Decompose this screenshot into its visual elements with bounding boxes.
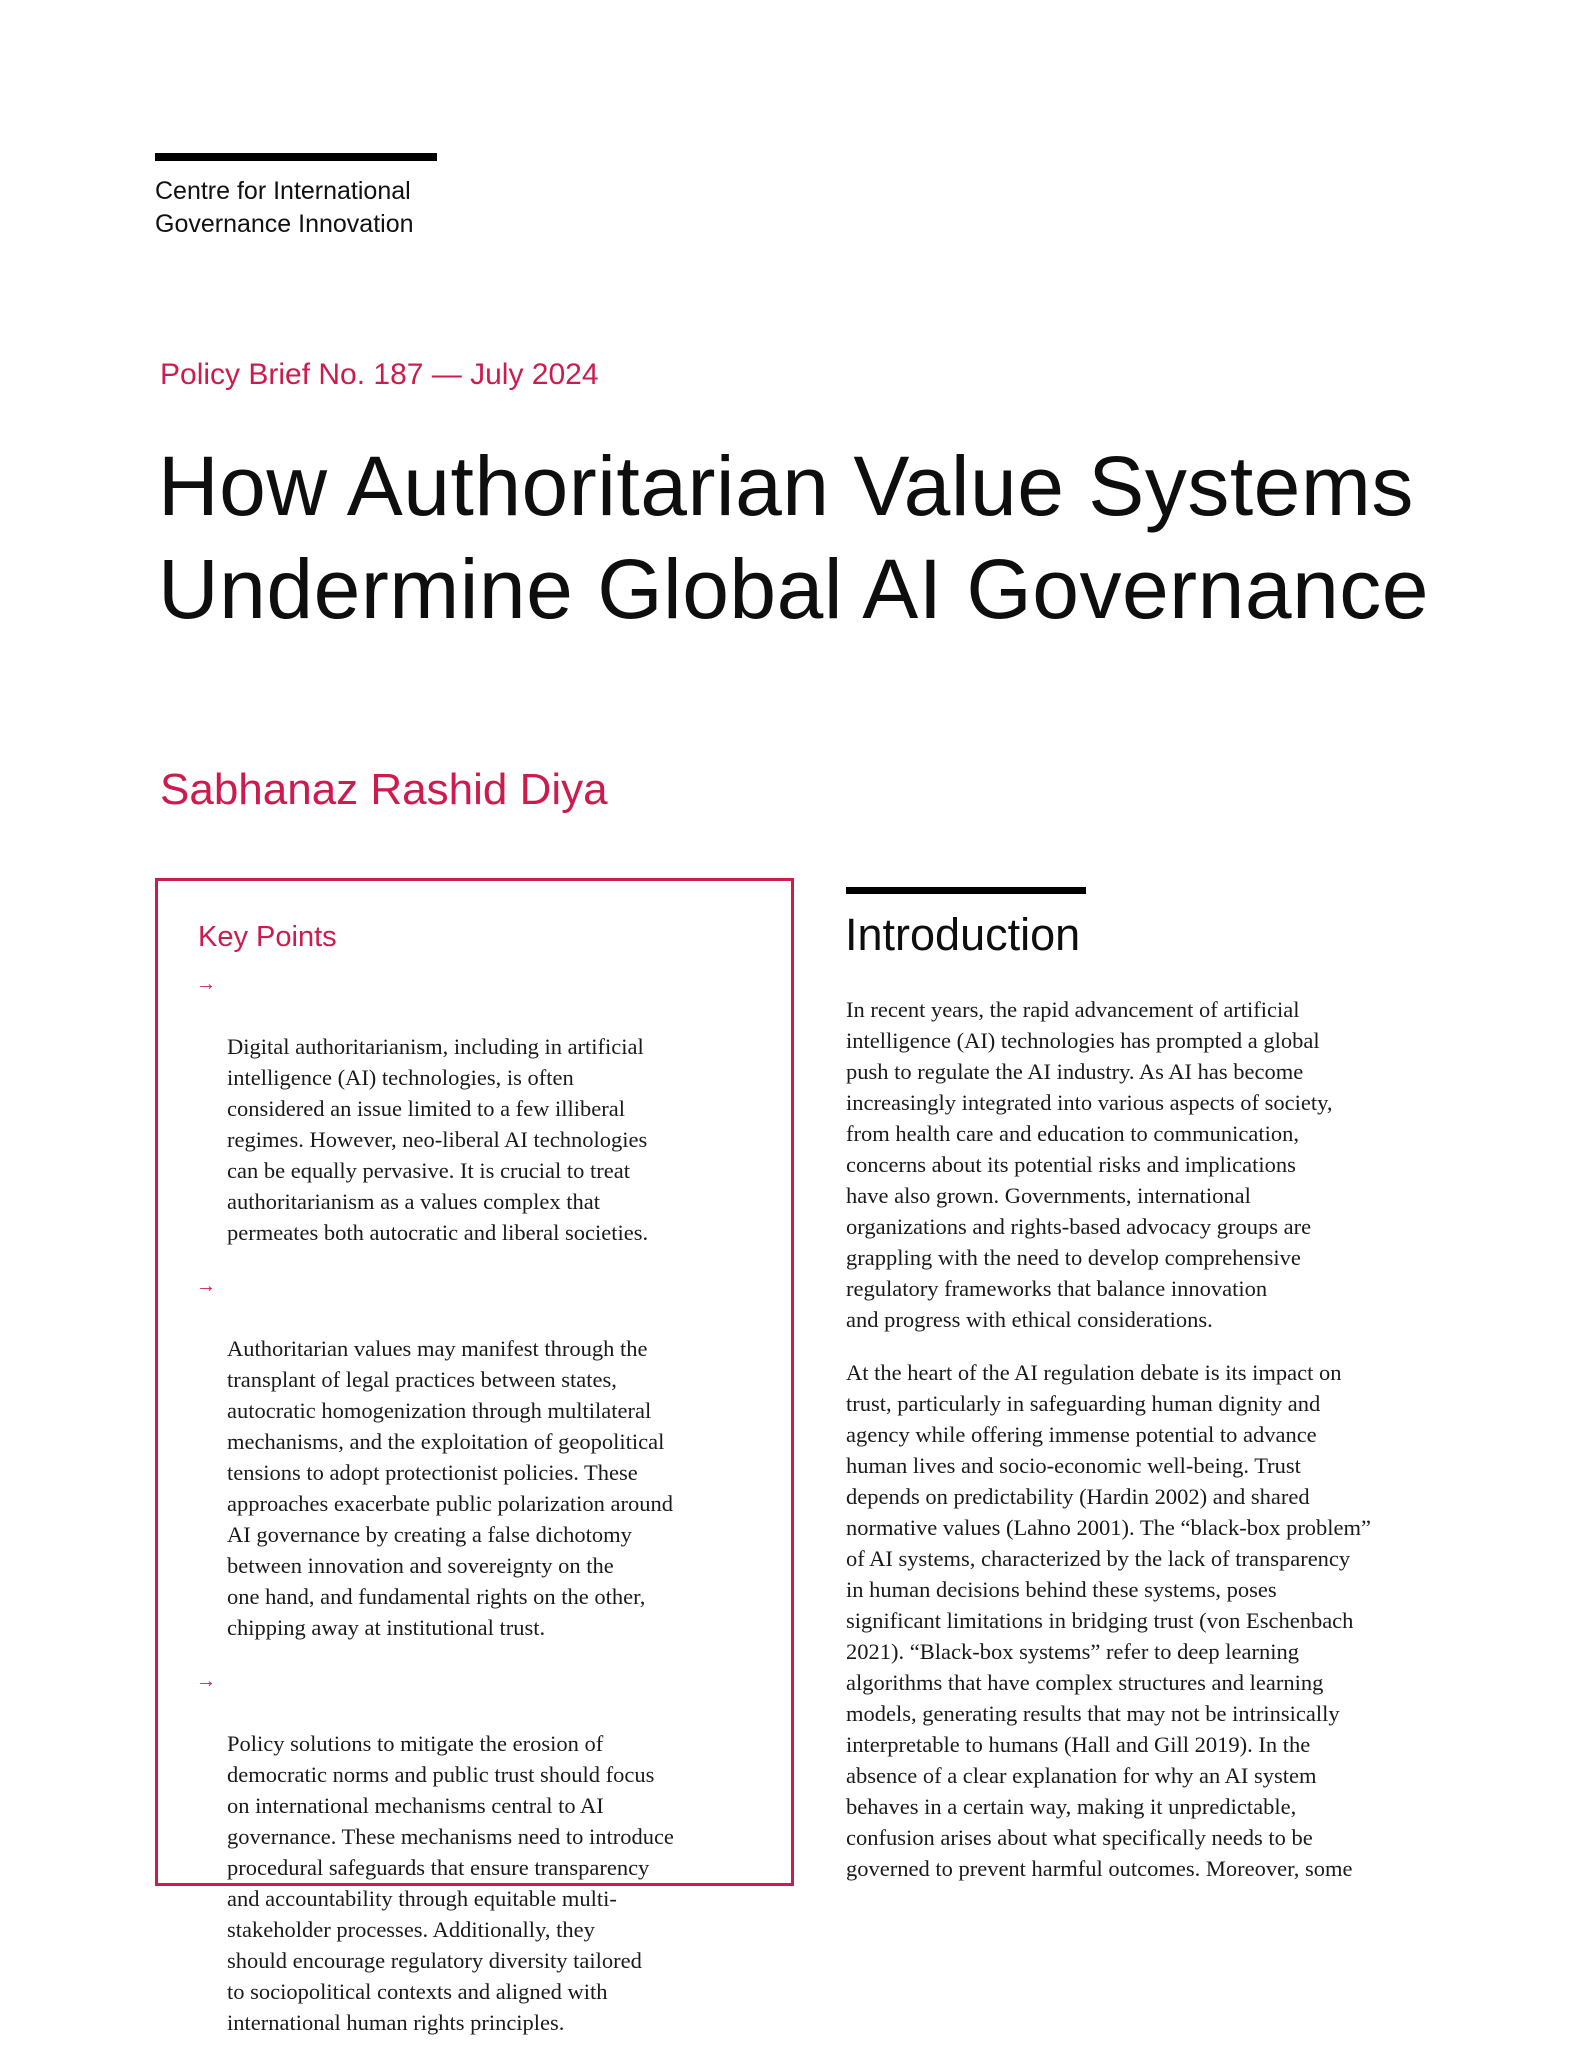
key-point-text: Digital authoritarianism, including in artificial intelligence (AI) technologies, is often considered an issue limited to a few illiberal regimes. However, neo-liberal AI technologies can be equally pervasive. It is crucial to treat authoritarianism as a values complex that permeates both autocratic and liberal societies. [227, 1034, 649, 1245]
right-arrow-icon: → [196, 1670, 216, 1692]
organization-name: Centre for International Governance Innovation [155, 177, 414, 238]
introduction-paragraph: In recent years, the rapid advancement of artificial intelligence (AI) technologies has prompted a global push to regulate the AI industry. As AI has become increasingly integrated into various aspects of society, from health care and education to communication, concerns about its potential risks and implications have also grown. Governments, international organizations and rights-based advocacy groups are grappling with the need to develop comprehensive regulatory frameworks that balance innovation and progress with ethical considerations. [846, 997, 1333, 1332]
key-points-box [155, 878, 794, 2035]
right-arrow-icon: → [196, 1275, 216, 1297]
section-rule [846, 887, 1086, 894]
introduction-heading: Introduction [845, 909, 1081, 960]
key-points-list [194, 969, 759, 2061]
key-point-text: Policy solutions to mitigate the erosion of democratic norms and public trust should focus on international mechanisms central to AI governance. These mechanisms need to introduce procedural safeguards that ensure transparency and accountability through equitable multi- stakeholder processes. Additionally, they should encourage regulatory diversity tailored to sociopolitical contexts and aligned with international human rights principles. [227, 1731, 674, 2035]
document-title: How Authoritarian Value Systems Undermine Global AI Governance [158, 439, 1430, 636]
key-point-item [194, 969, 759, 1248]
key-points-heading: Key Points [198, 921, 337, 953]
key-point-item [194, 1271, 759, 1643]
introduction-paragraph: At the heart of the AI regulation debate is its impact on trust, particularly in safeguarding human dignity and agency while offering immense potential to advance human lives and socio-economic well-being. Trust depends on predictability (Hardin 2002) and shared normative values (Lahno 2001). The “black-box problem” of AI systems, characterized by the lack of transparency in human decisions behind these systems, poses significant limitations in bridging trust (von Eschenbach 2021). “Black-box systems” refer to deep learning algorithms that have complex structures and learning models, generating results that may not be intrinsically interpretable to humans (Hall and Gill 2019). In the absence of a clear explanation for why an AI system behaves in a certain way, making it unpredictable, confusion arises about what specifically needs to be governed to prevent harmful outcomes. Moreover, some [846, 1360, 1372, 1881]
key-point-text: Authoritarian values may manifest through the transplant of legal practices between states, autocratic homogenization through multilateral mechanisms, and the exploitation of geopolitical tensions to adopt protectionist policies. These approaches exacerbate public polarization around AI governance by creating a false dichotomy between innovation and sovereignty on the one hand, and fundamental rights on the other, chipping away at institutional trust. [227, 1336, 674, 1640]
key-point-item [194, 1666, 759, 2038]
introduction-body [846, 994, 1446, 1906]
policy-brief-meta: Policy Brief No. 187 — July 2024 [160, 358, 599, 391]
right-arrow-icon: → [196, 973, 216, 995]
author-name: Sabhanaz Rashid Diya [160, 765, 608, 814]
logo-rule [155, 153, 437, 161]
